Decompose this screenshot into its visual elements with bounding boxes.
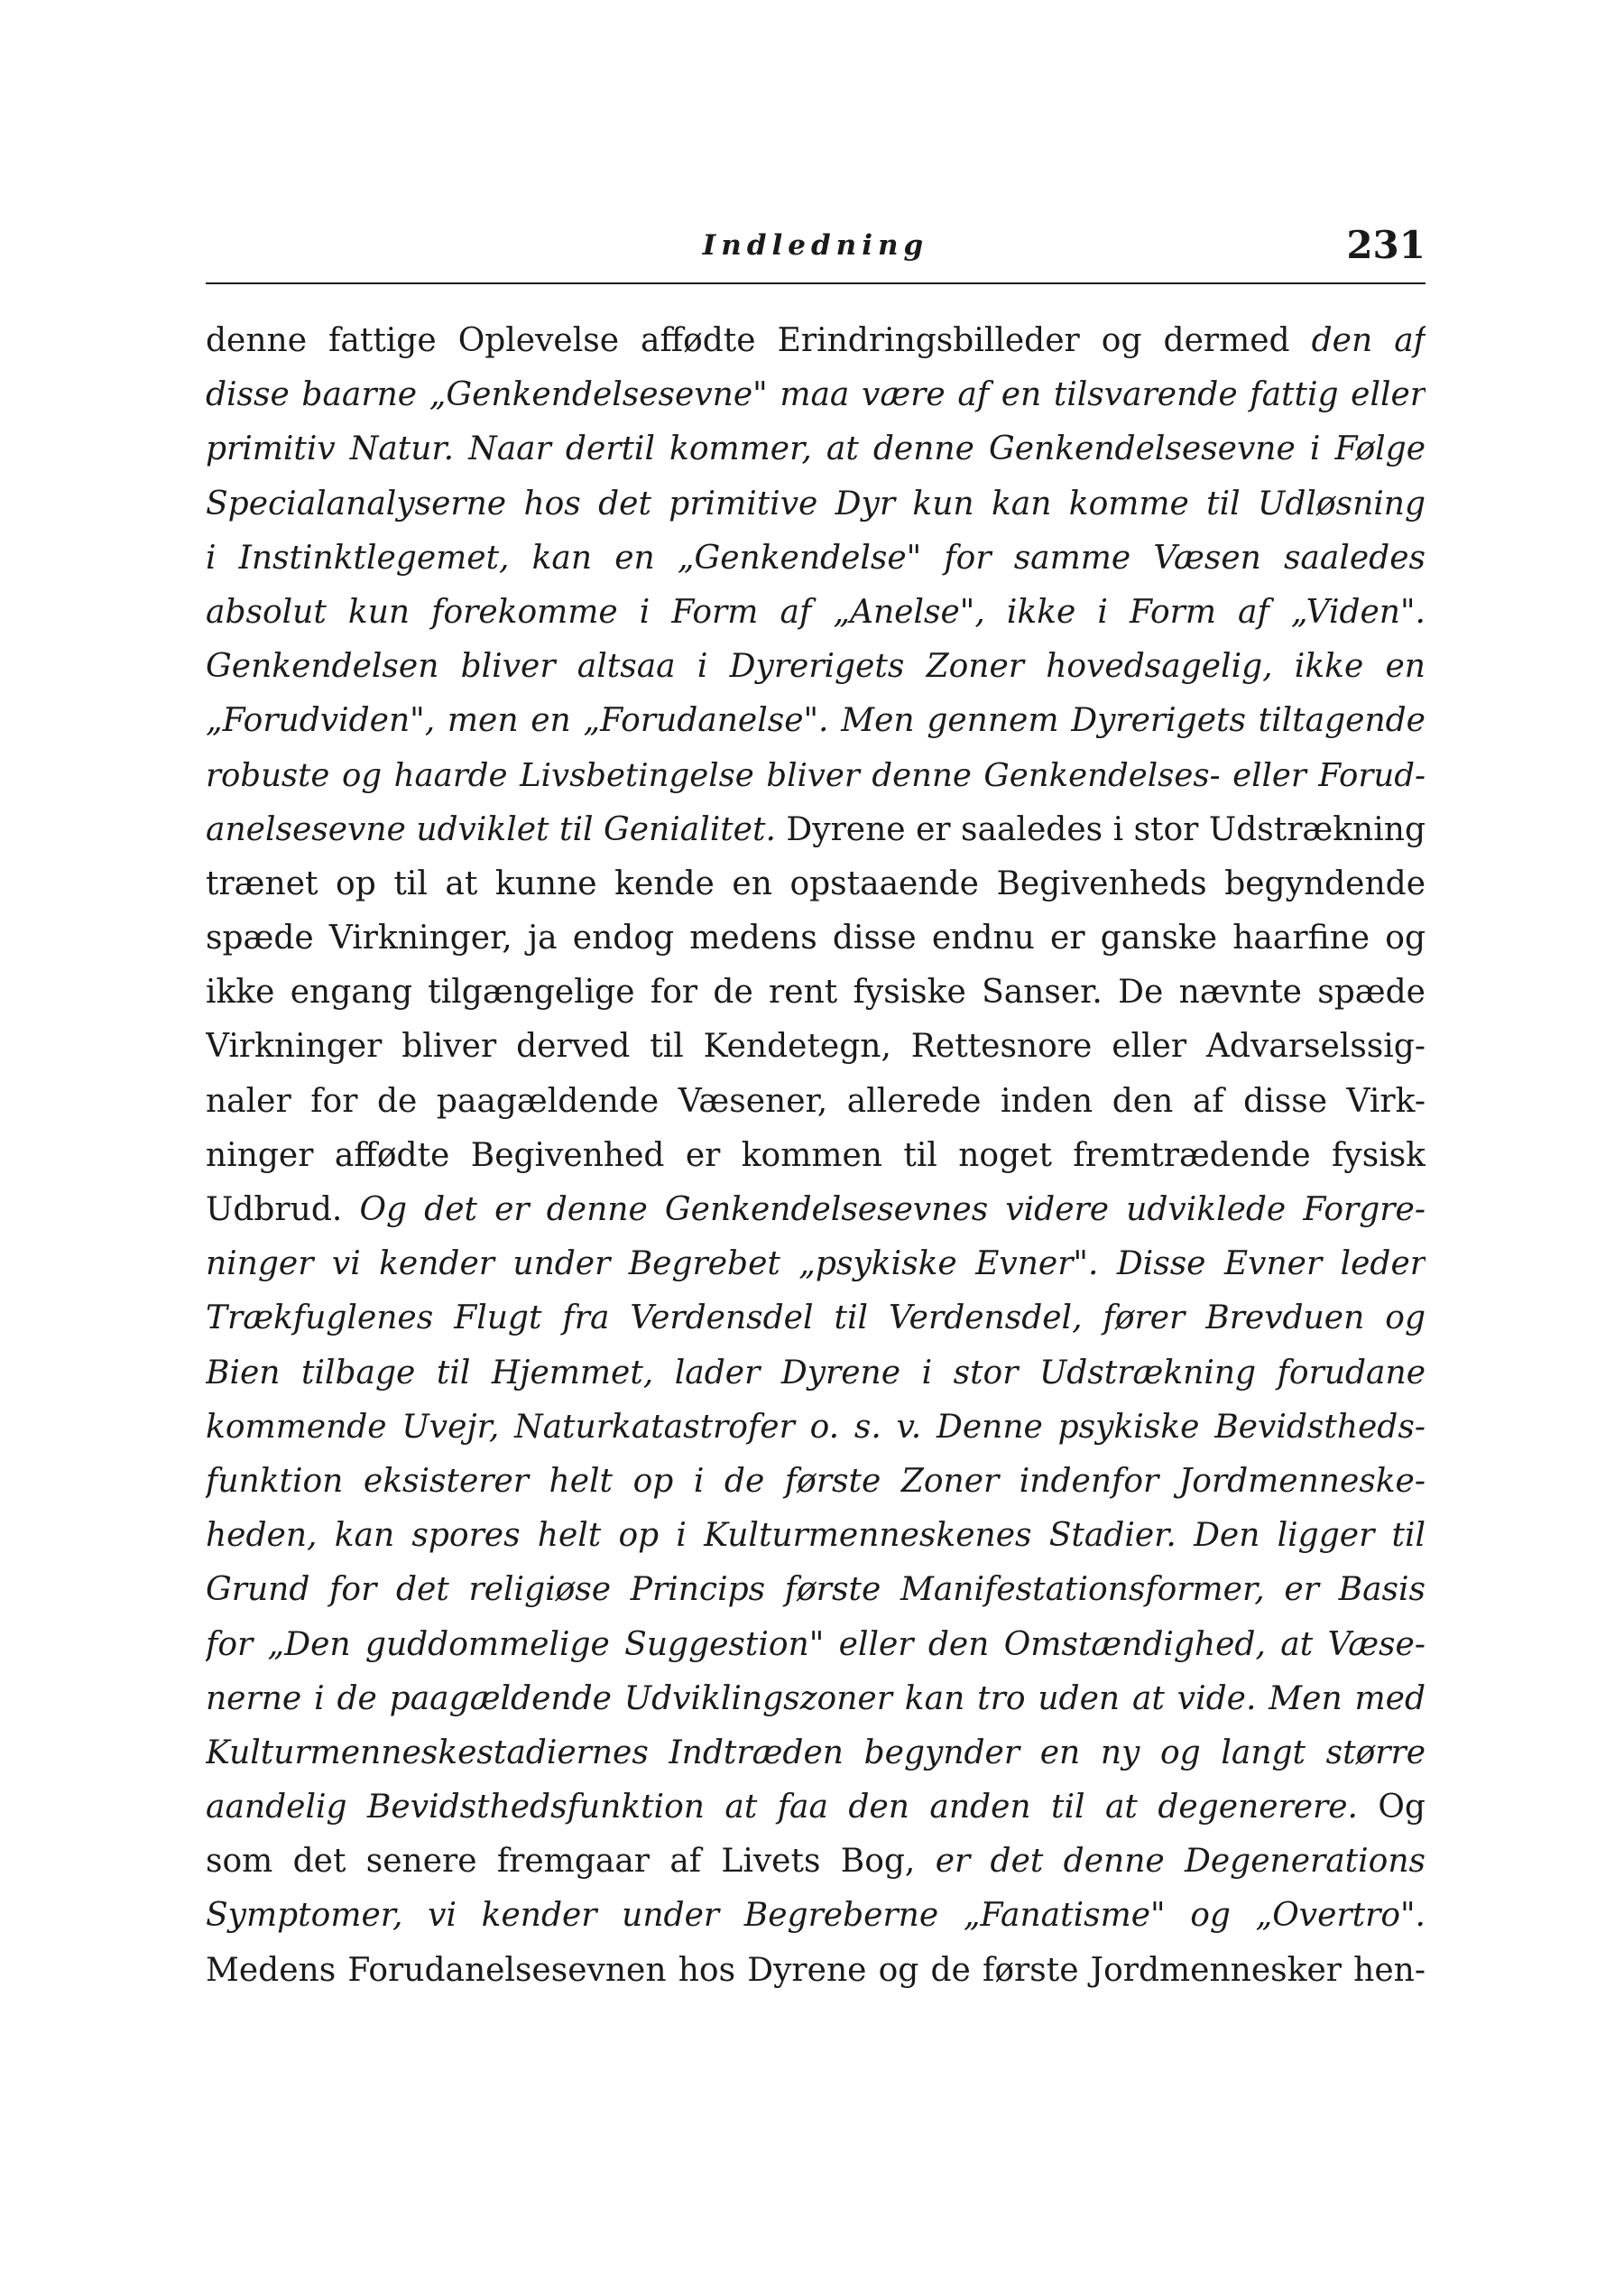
text-line — [206, 368, 1426, 422]
text-line — [206, 422, 1426, 476]
text-line — [206, 857, 1426, 911]
italic-text: nerne i de paagældende Udviklingszoner kan tro uden at vide. Men med — [206, 1679, 1426, 1717]
italic-text: den af — [1311, 322, 1426, 359]
running-title: Indledning — [702, 229, 929, 262]
text-line — [206, 640, 1426, 694]
italic-text: kommende Uvejr, Naturkatastrofer o. s. v. Denne psykiske Bevidstheds- — [206, 1408, 1426, 1446]
italic-text: Genkendelsen bliver altsaa i Dyrerigets Zoner hovedsagelig, ikke en — [206, 648, 1426, 686]
italic-text: for „Den guddommelige Suggestion" eller den Omstændighed, at Væse- — [206, 1625, 1426, 1663]
italic-text: ninger vi kender under Begrebet „psykiske Evner". Disse Evner leder — [206, 1245, 1426, 1283]
header-rule — [206, 282, 1426, 284]
text-line — [206, 1944, 1426, 1998]
text-line — [206, 911, 1426, 966]
text-line — [206, 1618, 1426, 1672]
running-head — [206, 223, 1426, 282]
roman-text: ikke engang tilgængelige for de rent fysiske Sanser. De nævnte spæde — [206, 974, 1426, 1012]
text-line — [206, 803, 1426, 857]
text-line — [206, 1237, 1426, 1291]
roman-text: ninger affødte Begivenhed er kommen til noget fremtrædende fysisk — [206, 1136, 1426, 1174]
italic-text: robuste og haarde Livsbetingelse bliver denne Genkendelses- eller Forud- — [206, 756, 1426, 794]
italic-text: Kulturmenneskestadiernes Indtræden begynder en ny og langt større — [206, 1734, 1426, 1771]
text-line — [206, 1291, 1426, 1345]
text-line — [206, 1563, 1426, 1617]
roman-text: naler for de paagældende Væsener, allerede inden den af disse Virk- — [206, 1082, 1426, 1120]
italic-text: absolut kun forekomme i Form af „Anelse", ikke i Form af „Viden". — [206, 593, 1426, 631]
roman-text: Medens Forudanelsesevnen hos Dyrene og de første Jordmennesker hen- — [206, 1951, 1426, 1989]
italic-text: Og det er denne Genkendelsesevnes videre udviklede Forgre- — [359, 1191, 1426, 1228]
italic-text: Symptomer, vi kender under Begreberne „Fanatisme" og „Overtro". — [206, 1897, 1426, 1935]
italic-text: Trækfuglenes Flugt fra Verdensdel til Verdensdel, fører Brevduen og — [206, 1299, 1426, 1337]
roman-text: denne fattige Oplevelse affødte Erindringsbilleder og dermed — [206, 322, 1312, 359]
text-line — [206, 586, 1426, 640]
roman-text: spæde Virkninger, ja endog medens disse endnu er ganske haarfine og — [206, 920, 1426, 957]
body-text — [206, 314, 1426, 1998]
text-line — [206, 1509, 1426, 1563]
roman-text: som det senere fremgaar af Livets Bog, — [206, 1843, 936, 1881]
italic-text: Specialanalyserne hos det primitive Dyr kun kan komme til Udløsning — [206, 485, 1426, 522]
italic-text: i Instinktlegemet, kan en „Genkendelse" for samme Væsen saaledes — [206, 539, 1426, 577]
italic-text: „Forudviden", men en „Forudanelse". Men gennem Dyrerigets tiltagende — [206, 702, 1426, 740]
text-line — [206, 749, 1426, 803]
text-line — [206, 1129, 1426, 1183]
italic-text: aandelig Bevidsthedsfunktion at faa den anden til at degenerere. — [206, 1789, 1358, 1826]
text-line — [206, 1780, 1426, 1835]
text-line — [206, 1346, 1426, 1401]
italic-text: Grund for det religiøse Princips første Manifestationsformer, er Basis — [206, 1571, 1426, 1609]
roman-text: trænet op til at kunne kende en opstaaende Begivenheds begyndende — [206, 864, 1426, 902]
text-line — [206, 1455, 1426, 1509]
text-line — [206, 694, 1426, 748]
roman-text: Og — [1357, 1789, 1426, 1826]
text-line — [206, 1835, 1426, 1889]
text-line — [206, 314, 1426, 368]
text-line — [206, 1889, 1426, 1943]
text-line — [206, 477, 1426, 532]
text-line — [206, 532, 1426, 586]
italic-text: anelsesevne udviklet til Genialitet. — [206, 810, 776, 848]
roman-text: Virkninger bliver derved til Kendetegn, Rettesnore eller Advarselssig- — [206, 1028, 1426, 1066]
italic-text: funktion eksisterer helt op i de første Zoner indenfor Jordmenneske- — [206, 1462, 1426, 1500]
text-line — [206, 1726, 1426, 1780]
italic-text: er det denne Degenerations — [935, 1843, 1426, 1881]
text-line — [206, 1183, 1426, 1237]
page-number: 231 — [1346, 223, 1426, 267]
text-line — [206, 1672, 1426, 1726]
text-line — [206, 1020, 1426, 1074]
italic-text: primitiv Natur. Naar dertil kommer, at denne Genkendelsesevne i Følge — [206, 430, 1426, 468]
italic-text: Bien tilbage til Hjemmet, lader Dyrene i stor Udstrækning forudane — [206, 1354, 1426, 1392]
text-line — [206, 1401, 1426, 1455]
text-line — [206, 966, 1426, 1020]
text-line — [206, 1075, 1426, 1129]
roman-text: Udbrud. — [206, 1191, 360, 1228]
italic-text: heden, kan spores helt op i Kulturmenneskenes Stadier. Den ligger til — [206, 1517, 1426, 1555]
italic-text: disse baarne „Genkendelsesevne" maa være af en tilsvarende fattig eller — [206, 376, 1426, 414]
roman-text: Dyrene er saaledes i stor Udstrækning — [775, 810, 1426, 848]
